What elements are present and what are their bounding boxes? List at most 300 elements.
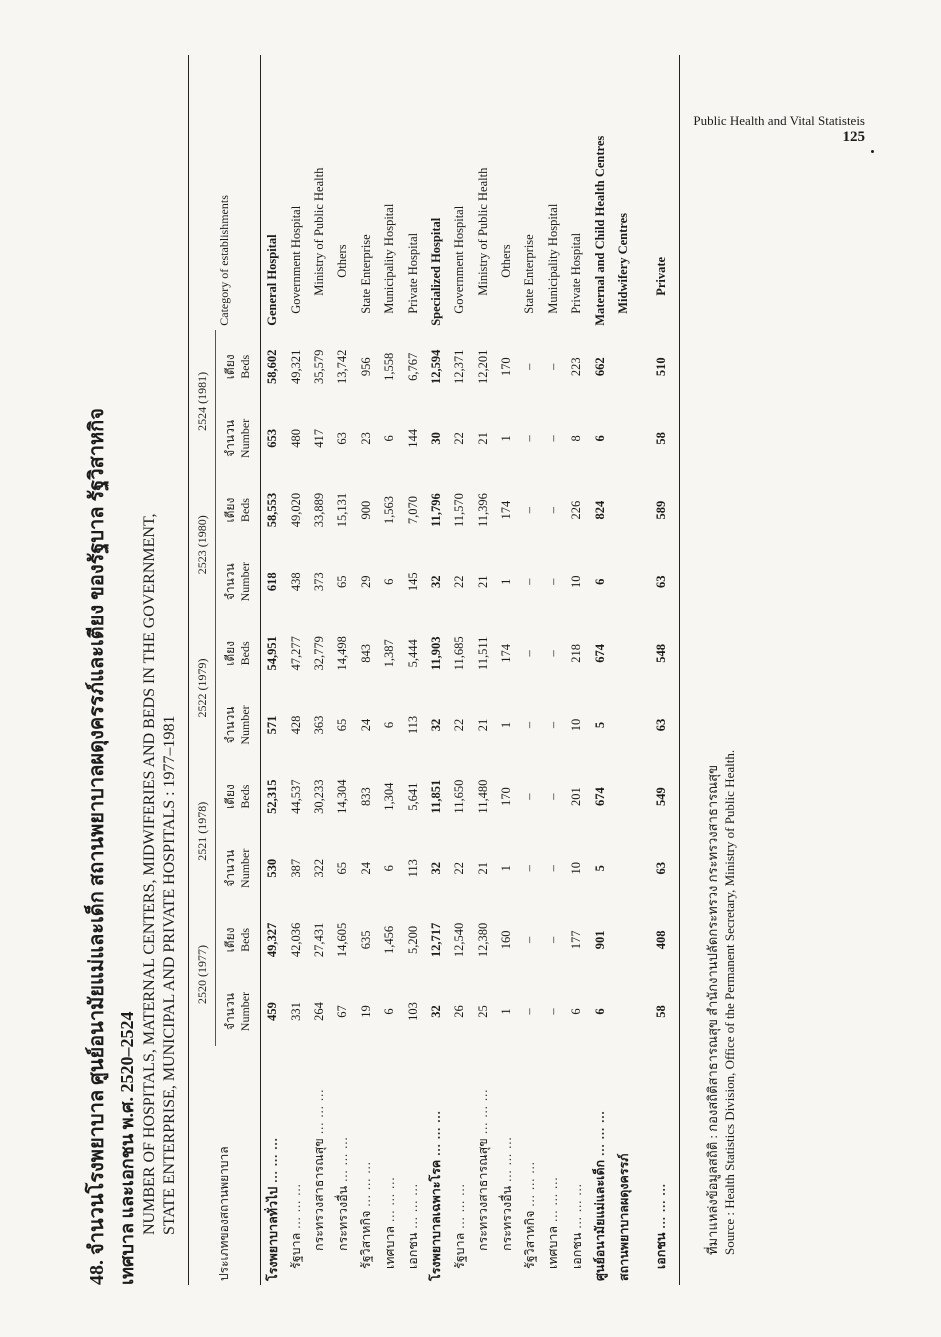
table-row	[331, 55, 354, 1285]
number-cell: 5	[592, 865, 607, 872]
beds-cell: 218	[569, 643, 584, 663]
english-category-cell: Private	[653, 256, 668, 296]
beds-cell: 1,558	[382, 352, 397, 381]
beds-cell: 52,315	[265, 779, 280, 814]
table-row	[401, 55, 424, 1285]
table-row	[588, 55, 611, 1285]
number-cell: 417	[311, 429, 326, 448]
english-category-cell: Private Hospital	[405, 232, 420, 314]
number-cell: 1	[499, 865, 514, 872]
source-note	[704, 750, 738, 1255]
beds-cell: 49,327	[265, 922, 280, 958]
number-cell: 10	[569, 862, 584, 875]
number-column-header-english: Number	[238, 562, 252, 602]
thai-category-cell	[565, 1046, 588, 1285]
thai-category-cell	[518, 1046, 541, 1285]
number-cell: –	[545, 578, 560, 585]
number-cell: 6	[592, 1008, 607, 1015]
number-cell: 22	[452, 862, 467, 875]
number-cell: 63	[653, 575, 668, 588]
number-cell: 6	[382, 865, 397, 872]
beds-cell: 5,641	[405, 782, 420, 811]
thai-category-label: เอกชน	[406, 1232, 421, 1269]
beds-cell: 843	[358, 643, 373, 663]
thai-category-cell	[635, 1046, 680, 1285]
running-header: Public Health and Vital Statisteis	[693, 113, 865, 128]
number-cell: –	[545, 865, 560, 872]
number-cell: 480	[288, 429, 303, 448]
number-column-header-thai: จำนวน	[223, 706, 237, 744]
thai-category-label: เอกชน	[569, 1232, 584, 1269]
beds-cell: –	[545, 650, 560, 657]
english-category-cell: Midwifery Centres	[616, 212, 631, 314]
english-category-header: Category of establishments	[189, 55, 261, 330]
beds-column-header-english: Beds	[238, 354, 252, 379]
beds-cell: 12,594	[428, 349, 443, 384]
number-cell: –	[522, 1008, 537, 1015]
beds-column-header-english: Beds	[238, 641, 252, 666]
number-cell: 22	[452, 432, 467, 445]
dot-leader: ... ... ...	[522, 1161, 537, 1211]
table-row	[378, 55, 401, 1285]
beds-cell: 674	[592, 643, 607, 663]
number-cell	[612, 690, 635, 759]
number-column-header-thai: จำนวน	[223, 419, 237, 457]
number-column-header	[216, 834, 261, 903]
beds-cell: 11,796	[428, 493, 443, 527]
beds-cell: 11,851	[428, 779, 443, 814]
dot-leader: ... ... ...	[335, 1136, 350, 1186]
number-cell: 459	[265, 1002, 280, 1021]
beds-cell: –	[522, 650, 537, 657]
year-header: 2520 (1977)	[189, 903, 216, 1046]
thai-category-label: เทศบาล	[546, 1225, 561, 1269]
number-cell: –	[545, 1008, 560, 1015]
thai-title-line1: 48. จำนวนโรงพยาบาล ศูนย์อนามัยแม่และเด็ก สถานพยาบาลผดุงครรภ์และเตียง ของรัฐบาล รัฐวิสาหกิจ	[86, 407, 108, 1285]
dot-leader: ... ... ...	[546, 1176, 561, 1226]
number-cell: 19	[358, 1005, 373, 1018]
beds-cell: 32,779	[311, 636, 326, 671]
beds-cell: 901	[592, 930, 607, 950]
number-cell: 5	[592, 721, 607, 729]
english-category-cell: Ministry of Public Health	[311, 167, 326, 296]
beds-cell: 1,456	[382, 925, 397, 954]
thai-category-cell	[378, 1046, 401, 1285]
beds-cell: 1,304	[382, 782, 397, 811]
beds-cell: 12,201	[475, 349, 490, 384]
number-cell: 63	[653, 862, 668, 875]
beds-cell: 833	[358, 787, 373, 806]
number-cell: –	[522, 435, 537, 442]
beds-cell: –	[545, 506, 560, 514]
number-cell: 6	[592, 435, 607, 442]
dot-leader: ... ... ...	[289, 1183, 304, 1233]
number-cell: 6	[382, 1008, 397, 1015]
beds-cell: 33,889	[311, 492, 326, 528]
beds-cell: 824	[592, 500, 607, 520]
number-cell: 32	[428, 575, 443, 588]
table-row	[565, 55, 588, 1285]
english-category-cell: Government Hospital	[288, 205, 303, 314]
thai-category-cell	[331, 1046, 354, 1285]
dot-leader: ... ... ...	[359, 1161, 374, 1211]
thai-category-label: กระทรวงสาธารณสุข	[312, 1138, 327, 1251]
number-cell: 8	[569, 435, 584, 442]
beds-cell: 5,200	[405, 925, 420, 954]
dot-leader: ... ... ...	[312, 1088, 327, 1139]
number-cell: 29	[358, 575, 373, 588]
number-cell: 428	[288, 715, 303, 735]
dot-leader: ... ... ...	[382, 1176, 397, 1226]
number-cell: 26	[452, 1005, 467, 1018]
beds-cell: 12,540	[452, 922, 467, 958]
thai-category-cell	[612, 1046, 635, 1285]
number-cell: 6	[569, 1008, 584, 1015]
number-cell: 58	[653, 1005, 668, 1018]
source-thai: ที่มาแหล่งข้อมูลสถิติ : กองสถิติสาธารณสุข สำนักงานปลัดกระทรวง กระทรวงสาธารณสุข	[705, 765, 720, 1255]
beds-column-header	[216, 330, 261, 404]
beds-column-header	[216, 760, 261, 834]
beds-cell: 589	[653, 500, 668, 520]
beds-cell: 11,685	[452, 636, 467, 671]
beds-cell: 226	[569, 500, 584, 520]
beds-cell	[612, 473, 635, 547]
number-column-header	[216, 404, 261, 473]
number-cell: 1	[499, 578, 514, 585]
beds-cell: –	[545, 936, 560, 944]
beds-cell: 510	[653, 357, 668, 377]
table-row	[612, 55, 635, 1285]
thai-category-label: รัฐบาล	[289, 1232, 304, 1269]
beds-column-header-english: Beds	[238, 927, 252, 952]
number-cell: 10	[569, 575, 584, 588]
number-cell	[612, 547, 635, 616]
english-category-cell: Private Hospital	[569, 232, 584, 314]
beds-cell: 174	[499, 500, 514, 520]
thai-category-label: สถานพยาบาลผดุงครรภ์	[616, 1153, 631, 1281]
number-cell: 145	[405, 572, 420, 592]
english-category-cell: State Enterprise	[358, 234, 373, 314]
number-cell: 21	[475, 862, 490, 875]
english-category-cell: Others	[335, 244, 350, 278]
thai-category-label: รัฐบาล	[452, 1232, 467, 1269]
beds-cell: 5,444	[405, 639, 420, 668]
beds-cell: 170	[499, 787, 514, 806]
number-cell: 1	[499, 435, 514, 442]
beds-cell: 14,605	[335, 922, 350, 958]
english-category-cell: Municipality Hospital	[545, 203, 560, 314]
dot-leader: ... ... ...	[593, 1110, 608, 1160]
number-cell: 264	[311, 1002, 326, 1021]
statistics-table	[188, 55, 688, 1285]
number-column-header	[216, 690, 261, 759]
beds-cell	[612, 903, 635, 977]
thai-category-label: รัฐวิสาหกิจ	[359, 1210, 374, 1269]
beds-cell: 201	[569, 787, 584, 806]
beds-cell: 11,570	[452, 493, 467, 528]
beds-cell: 11,511	[475, 636, 490, 671]
year-header: 2521 (1978)	[189, 760, 216, 903]
dot-leader: ... ... ...	[265, 1137, 280, 1187]
beds-cell: 11,396	[475, 493, 490, 528]
number-cell: 58	[653, 432, 668, 445]
dot-leader: ... ... ...	[569, 1183, 584, 1233]
table-row	[425, 55, 448, 1285]
beds-cell: 12,371	[452, 349, 467, 384]
beds-cell: 223	[569, 357, 584, 377]
number-cell: 438	[288, 572, 303, 592]
thai-category-label: โรงพยาบาลเฉพาะโรค	[429, 1159, 444, 1281]
beds-column-header-thai: เตียง	[223, 497, 237, 523]
beds-cell: –	[545, 363, 560, 370]
number-column-header-thai: จำนวน	[223, 563, 237, 601]
table-row	[355, 55, 378, 1285]
thai-category-label: รัฐวิสาหกิจ	[522, 1210, 537, 1269]
beds-cell: 49,321	[288, 349, 303, 384]
number-cell: 32	[428, 862, 443, 875]
thai-category-cell	[448, 1046, 471, 1285]
number-cell: 618	[265, 572, 280, 592]
number-cell: 22	[452, 575, 467, 588]
number-column-header-english: Number	[238, 848, 252, 888]
number-cell	[612, 834, 635, 903]
beds-cell: 900	[358, 500, 373, 520]
beds-cell: 58,553	[265, 492, 280, 528]
english-category-cell: General Hospital	[265, 234, 280, 326]
number-cell: 1	[499, 1008, 514, 1015]
beds-cell: –	[522, 793, 537, 800]
thai-category-cell	[308, 1046, 331, 1285]
dot-leader: ... ... ...	[654, 1183, 669, 1233]
english-category-cell: Maternal and Child Health Centres	[592, 135, 607, 326]
number-column-header-thai: จำนวน	[223, 849, 237, 887]
english-title	[140, 513, 180, 1235]
beds-cell: 11,650	[452, 779, 467, 814]
thai-category-cell	[425, 1046, 448, 1285]
beds-cell: –	[522, 506, 537, 514]
number-cell: –	[522, 578, 537, 585]
number-cell: 32	[428, 718, 443, 732]
thai-category-cell	[284, 1046, 307, 1285]
thai-category-label: โรงพยาบาลทั่วไป	[265, 1186, 280, 1281]
thai-category-label: กระทรวงอื่น	[335, 1185, 350, 1251]
number-cell: 387	[288, 858, 303, 878]
number-cell: 63	[335, 432, 350, 445]
beds-cell: 160	[499, 930, 514, 950]
number-cell: –	[545, 435, 560, 442]
number-cell: 32	[428, 1005, 443, 1018]
beds-cell: 49,020	[288, 492, 303, 528]
page-number: 125	[842, 129, 865, 145]
beds-column-header	[216, 903, 261, 977]
number-cell: 113	[405, 715, 420, 735]
number-cell: 21	[475, 718, 490, 732]
beds-cell: 6,767	[405, 352, 420, 381]
thai-category-label: เทศบาล	[382, 1225, 397, 1269]
dot-leader: ... ... ...	[406, 1183, 421, 1233]
year-header: 2523 (1980)	[189, 473, 216, 616]
number-cell: 331	[288, 1002, 303, 1021]
beds-cell: 11,903	[428, 636, 443, 671]
beds-cell: 12,380	[475, 922, 490, 958]
number-cell: 571	[265, 715, 280, 735]
english-category-cell: Government Hospital	[452, 205, 467, 314]
beds-cell: 30,233	[311, 779, 326, 814]
thai-category-cell	[401, 1046, 424, 1285]
table-row	[495, 55, 518, 1285]
beds-cell	[612, 760, 635, 834]
number-cell: 1	[499, 721, 514, 729]
beds-column-header	[216, 473, 261, 547]
beds-column-header-thai: เตียง	[223, 640, 237, 666]
number-cell: –	[522, 865, 537, 872]
number-cell: 21	[475, 575, 490, 588]
beds-cell: 44,537	[288, 779, 303, 814]
number-cell: –	[522, 721, 537, 729]
thai-title-line2: เทศบาล และเอกชน พ.ศ. 2520–2524	[117, 1011, 137, 1285]
number-cell	[612, 977, 635, 1046]
beds-cell: 7,070	[405, 496, 420, 525]
number-cell: 6	[382, 578, 397, 585]
number-cell: 65	[335, 575, 350, 588]
table-row	[284, 55, 307, 1285]
beds-cell: –	[545, 793, 560, 800]
number-cell: 6	[382, 721, 397, 729]
beds-column-header-thai: เตียง	[223, 927, 237, 953]
beds-cell: 54,951	[265, 636, 280, 671]
dot-leader: ... ... ...	[429, 1110, 444, 1160]
beds-cell: 13,742	[335, 349, 350, 384]
beds-cell: 42,036	[288, 922, 303, 958]
beds-column-header-english: Beds	[238, 784, 252, 809]
table-row	[261, 55, 285, 1285]
beds-cell: 408	[653, 930, 668, 950]
number-column-header-english: Number	[238, 705, 252, 745]
beds-cell: 635	[358, 930, 373, 950]
beds-cell: 549	[653, 787, 668, 806]
thai-category-label: ศูนย์อนามัยแม่และเด็ก	[593, 1159, 608, 1281]
beds-cell: 14,498	[335, 636, 350, 671]
number-cell: 25	[475, 1005, 490, 1018]
beds-cell: 35,579	[311, 349, 326, 384]
beds-cell: 548	[653, 643, 668, 663]
number-cell: 24	[358, 862, 373, 875]
beds-cell: 674	[592, 787, 607, 806]
beds-column-header	[216, 616, 261, 690]
thai-category-label: กระทรวงอื่น	[499, 1185, 514, 1251]
number-column-header	[216, 547, 261, 616]
thai-category-header: ประเภทของสถานพยาบาล	[189, 1046, 261, 1285]
english-category-cell: Others	[499, 244, 514, 278]
thai-category-cell	[261, 1046, 285, 1285]
number-cell: 363	[311, 715, 326, 735]
beds-cell: 956	[358, 357, 373, 377]
beds-cell: 177	[569, 930, 584, 950]
number-cell: 63	[653, 718, 668, 732]
english-category-cell: Municipality Hospital	[382, 203, 397, 314]
number-cell: 113	[405, 859, 420, 878]
number-cell: 6	[382, 435, 397, 442]
beds-column-header-thai: เตียง	[223, 784, 237, 810]
number-cell: 322	[311, 858, 326, 878]
number-cell	[612, 404, 635, 473]
year-header: 2522 (1979)	[189, 616, 216, 759]
table-bottom-rule	[680, 55, 689, 1285]
number-column-header-english: Number	[238, 991, 252, 1032]
english-title-line2: STATE ENTERPRISE, MUNICIPAL AND PRIVATE HOSPITALS : 1977–1981	[161, 715, 178, 1235]
speck-mark	[871, 150, 874, 153]
thai-category-label: กระทรวงสาธารณสุข	[476, 1138, 491, 1251]
english-category-cell: Ministry of Public Health	[475, 167, 490, 296]
dot-leader: ... ... ...	[499, 1136, 514, 1186]
number-cell: 530	[265, 858, 280, 878]
beds-cell: 47,277	[288, 636, 303, 671]
beds-cell: 170	[499, 357, 514, 377]
number-cell: 653	[265, 429, 280, 448]
beds-cell: 15,131	[335, 492, 350, 528]
beds-cell	[612, 330, 635, 404]
number-cell: 21	[475, 432, 490, 445]
rotated-table-page	[80, 55, 780, 1285]
beds-cell: –	[522, 363, 537, 370]
number-cell: 144	[405, 429, 420, 448]
table-row	[448, 55, 471, 1285]
number-cell: 373	[311, 572, 326, 592]
number-cell: 10	[569, 718, 584, 732]
table-row	[518, 55, 541, 1285]
thai-category-label: เอกชน	[654, 1232, 669, 1269]
english-category-cell: Specialized Hospital	[428, 217, 443, 326]
number-cell: –	[545, 721, 560, 729]
table-row	[472, 55, 495, 1285]
beds-cell: 12,717	[428, 922, 443, 958]
thai-category-cell	[472, 1046, 495, 1285]
beds-cell: 174	[499, 643, 514, 663]
number-cell: 65	[335, 862, 350, 875]
dot-leader: ... ... ...	[476, 1088, 491, 1139]
beds-cell: 662	[592, 357, 607, 377]
beds-cell: 1,563	[382, 496, 397, 525]
beds-column-header-thai: เตียง	[223, 354, 237, 380]
number-cell: 30	[428, 432, 443, 445]
thai-category-cell	[355, 1046, 378, 1285]
source-english: Source : Health Statistics Division, Office of the Permanent Secretary, Ministry of Public Health.	[722, 749, 737, 1255]
dot-leader: ... ... ...	[452, 1183, 467, 1233]
number-column-header	[216, 977, 261, 1046]
table-row	[308, 55, 331, 1285]
year-header: 2524 (1981)	[189, 330, 216, 473]
number-cell: 24	[358, 718, 373, 732]
number-cell: 22	[452, 718, 467, 732]
number-column-header-english: Number	[238, 418, 252, 459]
table-row	[635, 55, 680, 1285]
table-body	[261, 55, 680, 1285]
table-row	[542, 55, 565, 1285]
beds-column-header-english: Beds	[238, 498, 252, 523]
beds-cell: 27,431	[311, 922, 326, 958]
thai-category-cell	[588, 1046, 611, 1285]
thai-category-cell	[495, 1046, 518, 1285]
number-cell: 6	[592, 578, 607, 585]
beds-cell: 11,480	[475, 779, 490, 814]
beds-cell: –	[522, 936, 537, 944]
english-category-cell: State Enterprise	[522, 234, 537, 314]
beds-cell: 14,304	[335, 779, 350, 814]
beds-cell: 1,387	[382, 639, 397, 668]
number-cell: 67	[335, 1005, 350, 1018]
number-column-header-thai: จำนวน	[223, 993, 237, 1031]
beds-cell	[612, 616, 635, 690]
